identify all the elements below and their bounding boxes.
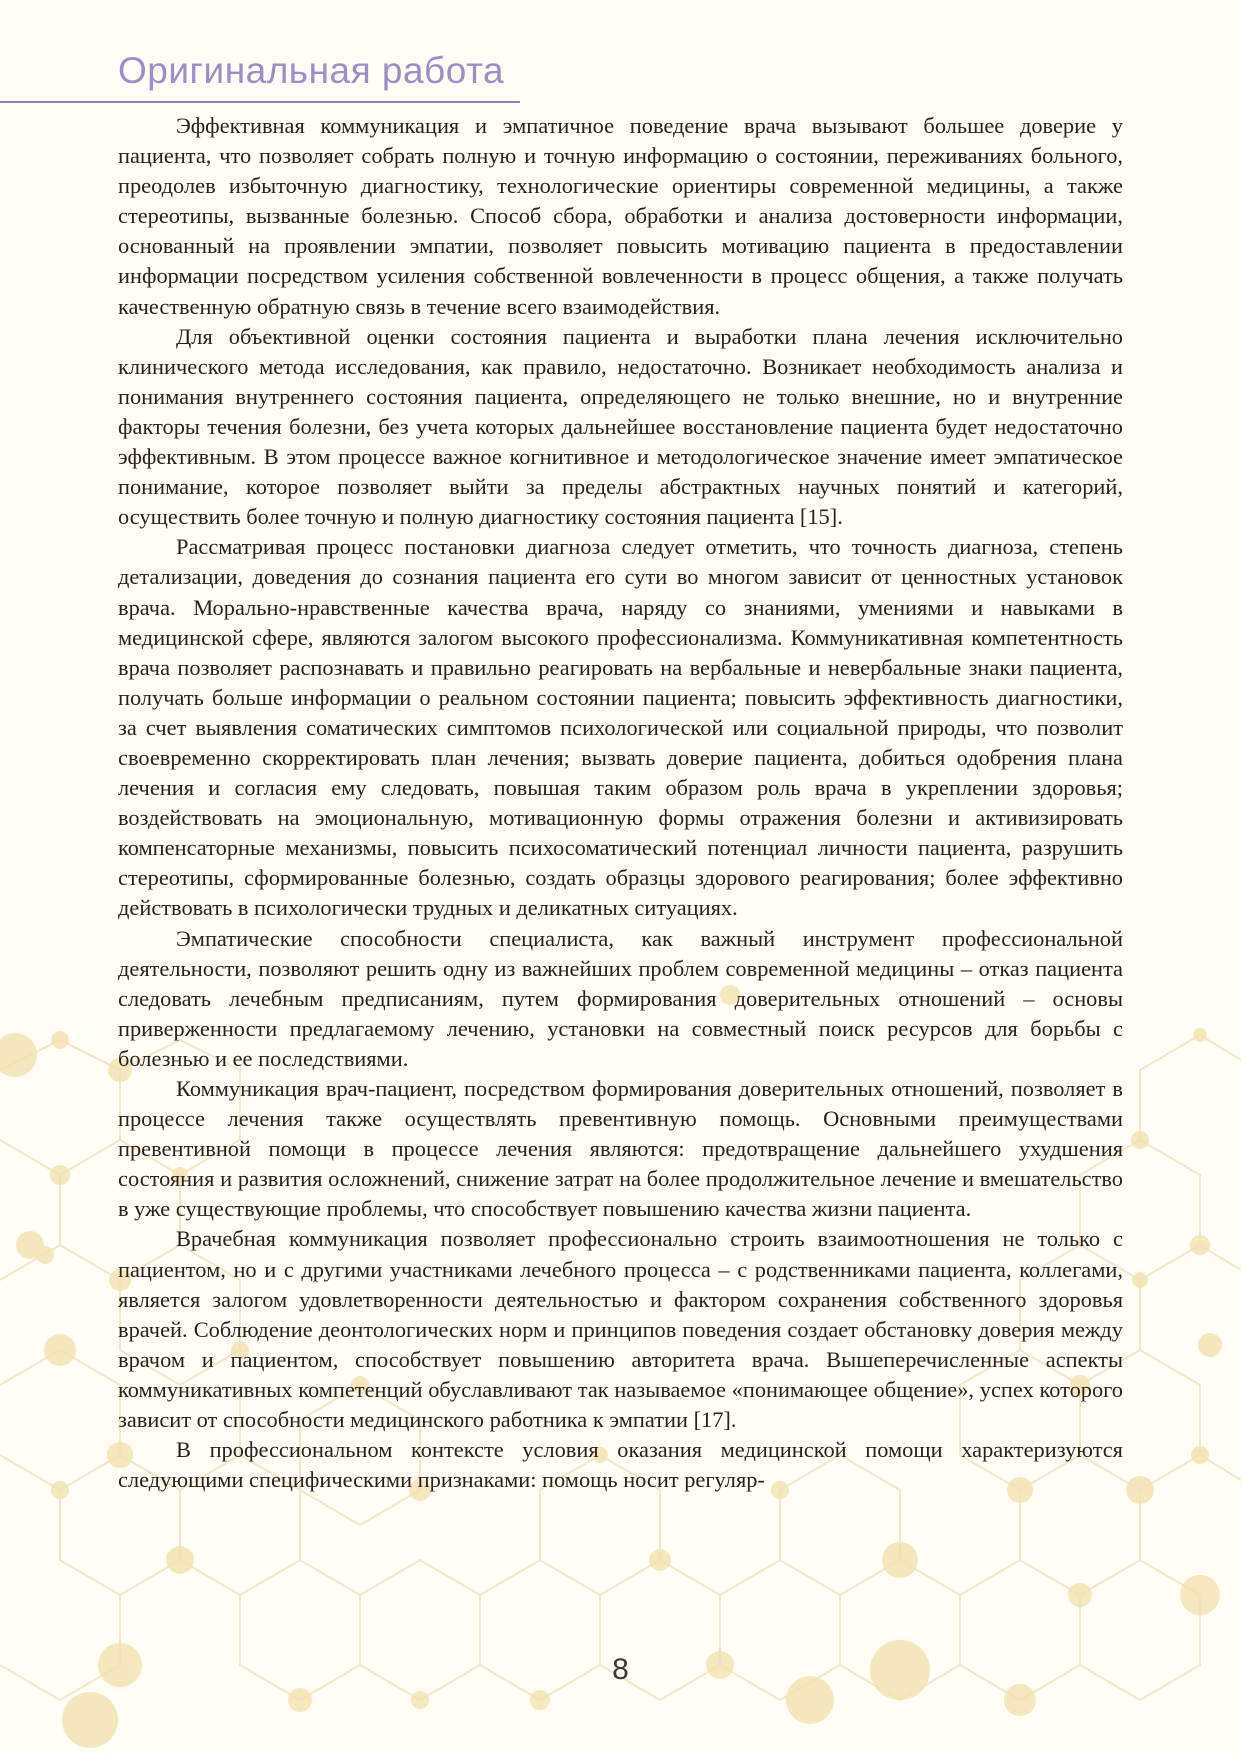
section-title: Оригинальная работа — [118, 50, 505, 91]
paragraph: Эффективная коммуникация и эмпатичное поведение врача вызывают большее доверие у пациента, что позволяет собрать полную и точную информацию о состоянии, переживаниях больного, преодолев избыточную диагностику, технологические ориентиры современной медицины, а также стереотипы, вызванные болезнью. Способ сбора, обработки и анализа достоверности информации, основанный на проявлении эмпатии, позволяет повысить мотивацию пациента в предоставлении информации посредством усиления собственной вовлеченности в процесс общения, а также получать качественную обратную связь в течение всего взаимодействия. — [118, 113, 1123, 319]
paragraph: Рассматривая процесс постановки диагноза следует отметить, что точность диагноза, степень детализации, доведения до сознания пациента его сути во многом зависит от ценностных установок врача. Морально-нравственные качества врача, наряду со знаниями, умениями и навыками в медицинской сфере, являются залогом высокого профессионализма. Коммуникативная компетентность врача позволяет распознавать и правильно реагировать на вербальные и невербальные знаки пациента, получать больше информации о реальном состоянии пациента; повысить эффективность диагностики, за счет выявления соматических симптомов психологической или социальной природы, что позволит своевременно скорректировать план лечения; вызвать доверие пациента, добиться одобрения плана лечения и согласия ему следовать, повышая таким образом роль врача в укреплении здоровья; воздействовать на эмоциональную, мотивационную формы отражения болезни и активизировать компенсаторные механизмы, повысить психосоматический потенциал личности пациента, разрушить стереотипы, сформированные болезнью, создать образцы здорового реагирования; более эффективно действовать в психологически трудных и деликатных ситуациях. — [118, 534, 1123, 921]
paragraph: Для объективной оценки состояния пациента и выработки плана лечения исключительно клинического метода исследования, как правило, недостаточно. Возникает необходимость анализа и понимания внутреннего состояния пациента, определяющего не только внешние, но и внутренние факторы течения болезни, без учета которых дальнейшее восстановление пациента будет недостаточно эффективным. В этом процессе важное когнитивное и методологическое значение имеет эмпатическое понимание, которое позволяет выйти за пределы абстрактных научных понятий и категорий, осуществить более точную и полную диагностику состояния пациента [15]. — [118, 323, 1123, 530]
paragraph: Коммуникация врач-пациент, посредством формирования доверительных отношений, позволяет в процессе лечения также осуществлять превентивную помощь. Основными преимуществами превентивной помощи в процессе лечения являются: предотвращение дальнейшего ухудшения состояния и развития осложнений, снижение затрат на более продолжительное лечение и вмешательство в уже существующие проблемы, что способствует повышению качества жизни пациента. — [118, 1076, 1123, 1222]
title-underline — [0, 101, 520, 103]
paragraph: Врачебная коммуникация позволяет профессионально строить взаимоотношения не только с пациентом, но и с другими участниками лечебного процесса – с родственниками пациента, коллегами, является залогом удовлетворенности деятельностью и фактором сохранения собственного здоровья врачей. Соблюдение деонтологических норм и принципов поведения создает обстановку доверия между врачом и пациентом, способствует повышению авторитета врача. Вышеперечисленные аспекты коммуникативных компетенций обуславливают так называемое «понимающее общение», успех которого зависит от способности медицинского работника к эмпатии [17]. — [118, 1226, 1123, 1433]
paragraph: В профессиональном контексте условия оказания медицинской помощи характеризуются следующими специфическими признаками: помощь носит регуляр- — [118, 1437, 1123, 1493]
paragraph: Эмпатические способности специалиста, как важный инструмент профессиональной деятельности, позволяют решить одну из важнейших проблем современной медицины – отказ пациента следовать лечебным предписаниям, путем формирования доверительных отношений – основы приверженности предлагаемому лечению, установки на совместный поиск ресурсов для борьбы с болезнью и ее последствиями. — [118, 925, 1123, 1071]
page-number: 8 — [612, 1653, 629, 1686]
article-body — [118, 111, 1123, 1495]
